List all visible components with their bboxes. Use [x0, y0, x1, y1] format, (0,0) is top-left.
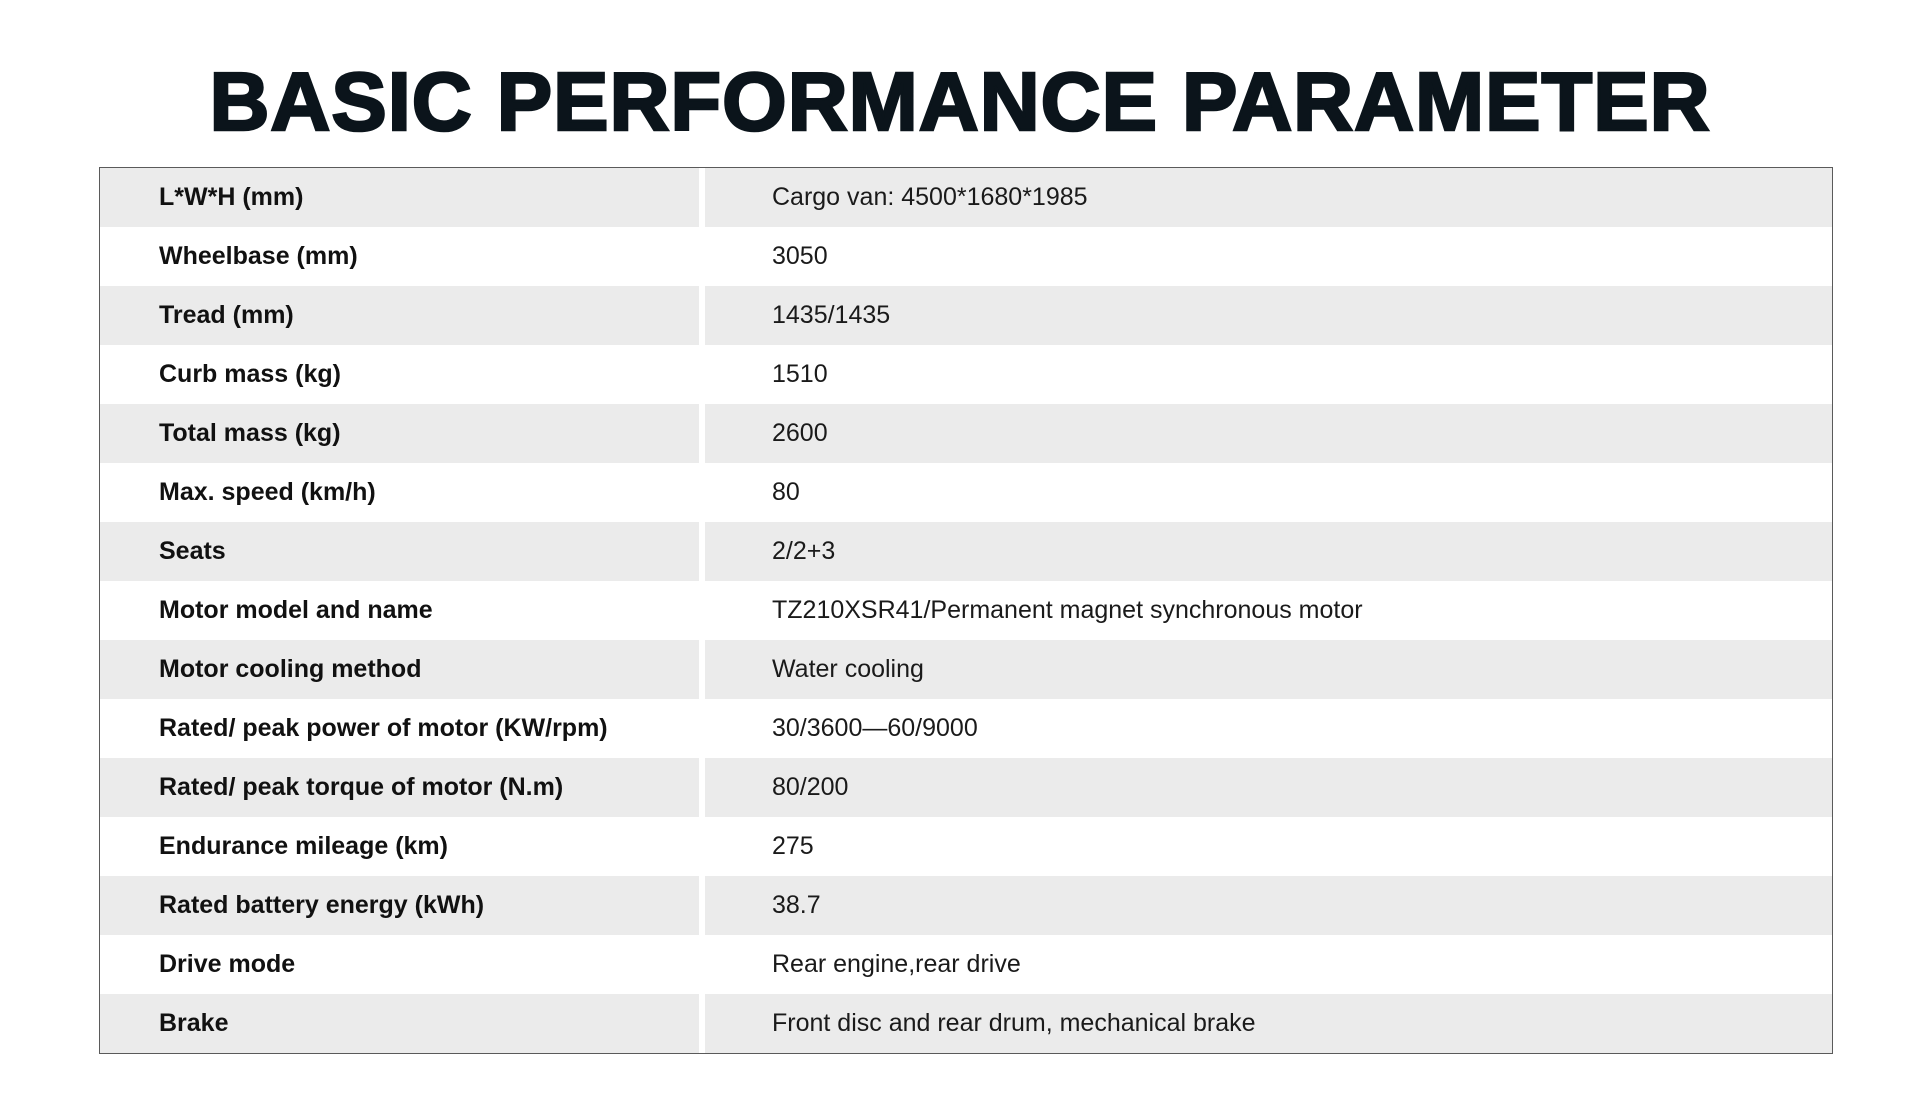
row-label: Total mass (kg) [100, 404, 699, 463]
table-row [100, 522, 1832, 581]
row-label: Seats [100, 522, 699, 581]
table-row [100, 758, 1832, 817]
row-value: TZ210XSR41/Permanent magnet synchronous motor [705, 581, 1832, 640]
row-value: 3050 [705, 227, 1832, 286]
row-label: Wheelbase (mm) [100, 227, 699, 286]
page-title: BASIC PERFORMANCE PARAMETER [209, 55, 1711, 148]
spec-table [99, 167, 1833, 1054]
row-label: Rated battery energy (kWh) [100, 876, 699, 935]
row-value: 1435/1435 [705, 286, 1832, 345]
table-row [100, 817, 1832, 876]
row-value: 2/2+3 [705, 522, 1832, 581]
row-value: 275 [705, 817, 1832, 876]
table-row [100, 876, 1832, 935]
table-row [100, 640, 1832, 699]
row-value: Rear engine,rear drive [705, 935, 1832, 994]
row-value: Water cooling [705, 640, 1832, 699]
row-label: Drive mode [100, 935, 699, 994]
row-label: Motor model and name [100, 581, 699, 640]
table-row [100, 345, 1832, 404]
table-row [100, 994, 1832, 1053]
row-label: Endurance mileage (km) [100, 817, 699, 876]
row-value: 2600 [705, 404, 1832, 463]
row-label: L*W*H (mm) [100, 168, 699, 227]
table-row [100, 404, 1832, 463]
table-row [100, 227, 1832, 286]
row-value: 80/200 [705, 758, 1832, 817]
row-value: 38.7 [705, 876, 1832, 935]
row-label: Motor cooling method [100, 640, 699, 699]
table-row [100, 699, 1832, 758]
row-label: Tread (mm) [100, 286, 699, 345]
row-label: Rated/ peak power of motor (KW/rpm) [100, 699, 699, 758]
table-row [100, 463, 1832, 522]
row-value: 1510 [705, 345, 1832, 404]
row-value: 80 [705, 463, 1832, 522]
row-value: Front disc and rear drum, mechanical brake [705, 994, 1832, 1053]
table-row [100, 581, 1832, 640]
row-label: Brake [100, 994, 699, 1053]
row-value: 30/3600—60/9000 [705, 699, 1832, 758]
table-row [100, 168, 1832, 227]
row-label: Curb mass (kg) [100, 345, 699, 404]
row-label: Max. speed (km/h) [100, 463, 699, 522]
table-row [100, 935, 1832, 994]
row-label: Rated/ peak torque of motor (N.m) [100, 758, 699, 817]
row-value: Cargo van: 4500*1680*1985 [705, 168, 1832, 227]
table-row [100, 286, 1832, 345]
